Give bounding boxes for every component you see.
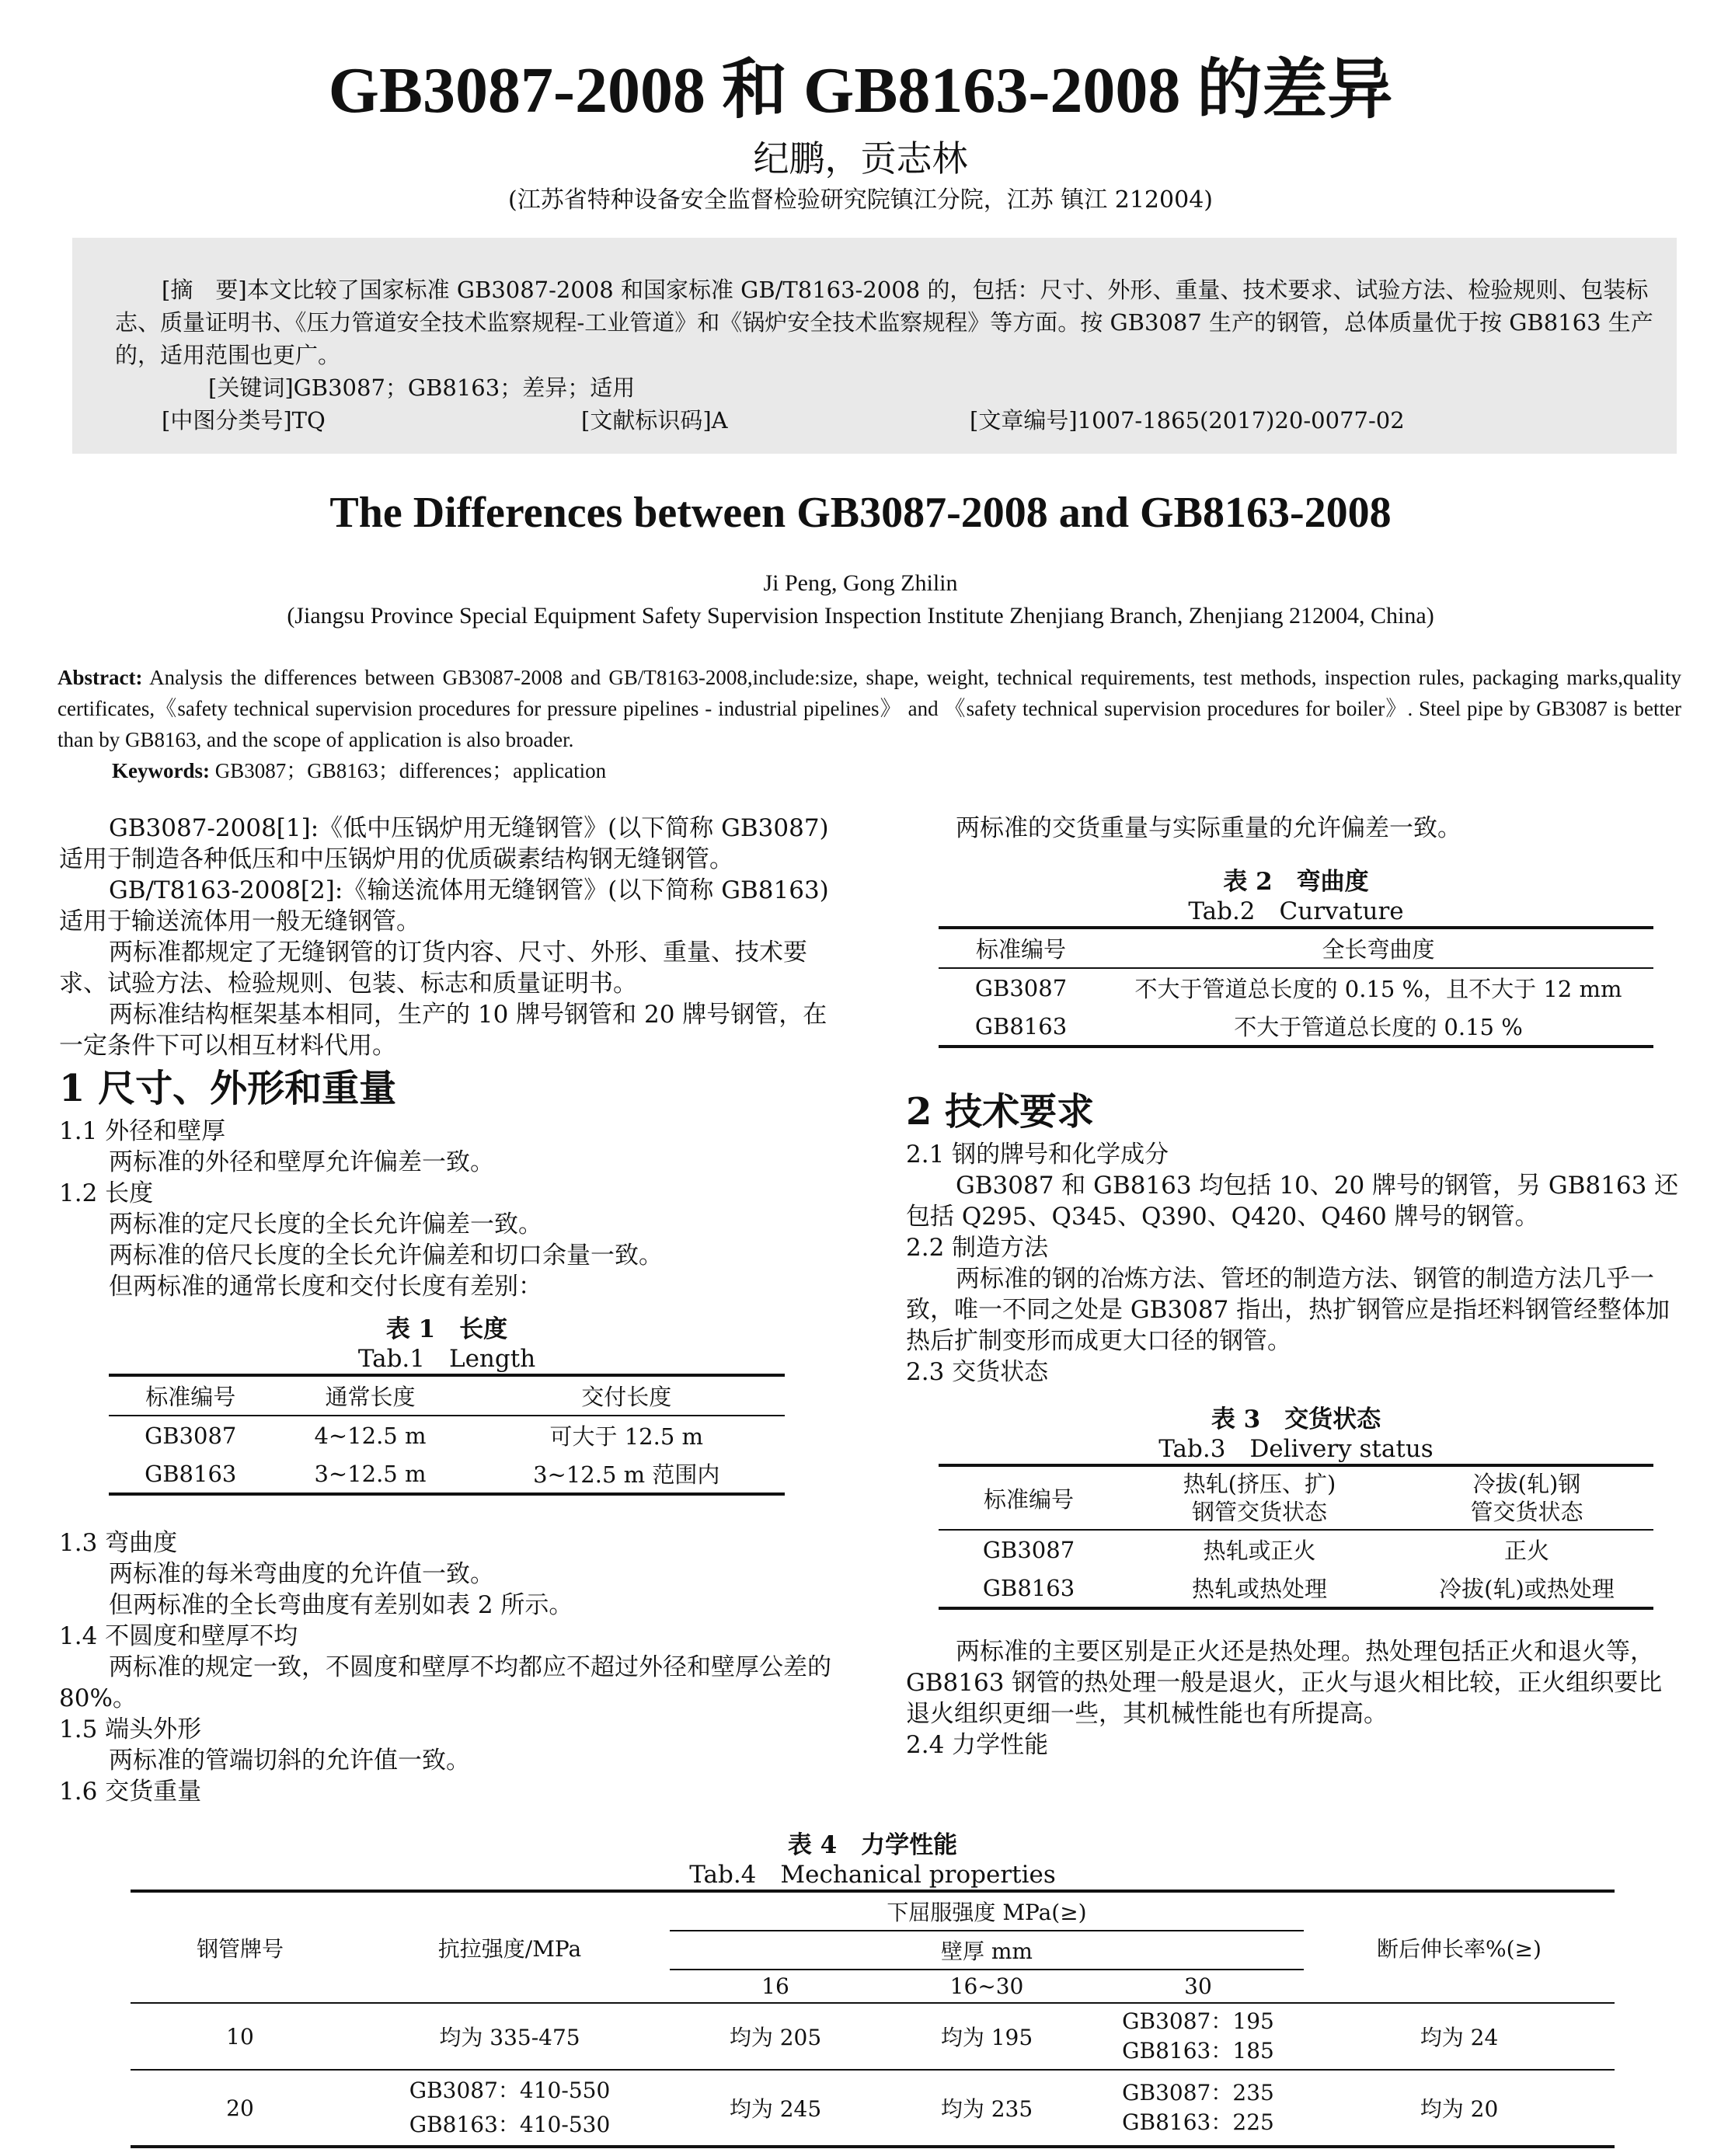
table-3-caption-en: Tab.3 Delivery status	[1158, 1435, 1434, 1463]
table-4-header: 断后伸长率%(≥)	[1377, 1935, 1542, 1962]
cn-keywords: [关键词]GB3087；GB8163；差异；适用	[208, 374, 636, 401]
table-cell: 均为 195	[940, 2025, 1033, 2050]
section-1-1-body: 两标准的外径和壁厚允许偏差一致。	[109, 1148, 494, 1176]
keywords-label: Keywords:	[112, 759, 210, 782]
section-1-4-body: 两标准的规定一致，不圆度和壁厚不均都应不超过外径和壁厚公差的 80%。	[59, 1653, 831, 1712]
table-cell: 10	[226, 2023, 254, 2050]
table-cell: GB8163	[982, 1574, 1075, 1601]
table-cell: 热轧或正火	[1203, 1538, 1316, 1564]
page-title: GB3087-2008 和 GB8163-2008 的差异	[328, 54, 1393, 127]
table-row	[939, 1569, 1653, 1608]
table-row	[131, 2003, 1615, 2070]
section-2-3: 2.3 交货状态	[906, 1358, 1049, 1386]
para-delivery-difference: 两标准的主要区别是正火还是热处理。热处理包括正火和退火等，GB8163 钢管的热处理一般是退火，正火与退火相比较，正火组织要比退火组织更细一些，其机械性能也有所提高。	[906, 1638, 1663, 1728]
table-cell: GB3087：410-550	[409, 2078, 611, 2103]
table-cell: GB3087	[145, 1422, 237, 1449]
table-cell: 均为 20	[1420, 2096, 1499, 2122]
section-1-4: 1.4 不圆度和壁厚不均	[59, 1622, 298, 1650]
table-4-caption-cn: 表 4 力学性能	[787, 1831, 958, 1859]
table-cell: 冷拔(轧)或热处理	[1439, 1576, 1615, 1602]
article-number: [文章编号]1007-1865(2017)20-0077-02	[970, 407, 1405, 434]
table-cell: GB8163：410-530	[409, 2112, 611, 2137]
table-2	[939, 867, 1653, 1048]
table-cell: 均为 245	[729, 2096, 822, 2122]
section-2-1-body: GB3087 和 GB8163 均包括 10、20 牌号的钢管，另 GB8163 还包括 Q295、Q345、Q390、Q420、Q460 牌号的钢管。	[906, 1172, 1679, 1231]
table-row	[939, 968, 1653, 1007]
section-2-4: 2.4 力学性能	[906, 1731, 1049, 1759]
para-intro-1: GB3087-2008[1]:《低中压锅炉用无缝钢管》(以下简称 GB3087)适用于制造各种低压和中压锅炉用的优质碳素结构钢无缝钢管。	[59, 814, 829, 873]
table-1-header: 标准编号	[145, 1384, 236, 1410]
right-column-bottom	[906, 1636, 1683, 1761]
table-4-header: 16	[761, 1973, 789, 1999]
table-3-header: 钢管交货状态	[1191, 1499, 1327, 1525]
table-row	[131, 2070, 1615, 2147]
table-3-header: 标准编号	[983, 1486, 1074, 1513]
table-cell: 均为 235	[940, 2096, 1033, 2122]
section-2-heading: 2 技术要求	[906, 1090, 1095, 1134]
table-2-caption-cn: 表 2 弯曲度	[1223, 868, 1369, 896]
table-cell: GB3087：195	[1122, 2008, 1274, 2034]
section-1-5-body: 两标准的管端切斜的允许值一致。	[109, 1747, 470, 1775]
cn-abstract	[115, 273, 1661, 437]
table-cell: 可大于 12.5 m	[549, 1423, 703, 1450]
table-cell: GB8163	[974, 1012, 1068, 1040]
table-2-header: 标准编号	[975, 936, 1066, 963]
table-cell: GB8163	[145, 1460, 237, 1487]
table-row	[109, 1454, 785, 1494]
authors: 纪鹏，贡志林	[753, 138, 968, 179]
right-column-top	[906, 813, 1683, 844]
table-1-header: 交付长度	[581, 1384, 672, 1410]
en-authors: Ji Peng, Gong Zhilin	[763, 570, 958, 596]
table-4-caption-en: Tab.4 Mechanical properties	[689, 1861, 1056, 1889]
table-4	[131, 1830, 1615, 2148]
table-cell: 4~12.5 m	[314, 1422, 427, 1449]
abstract-label: Abstract:	[57, 666, 143, 689]
section-1-3-body-1: 两标准的每米弯曲度的允许值一致。	[109, 1560, 494, 1588]
left-column-lower	[59, 1527, 838, 1807]
table-cell: GB8163：225	[1122, 2109, 1274, 2135]
left-column	[59, 813, 838, 1302]
cn-abstract-text: [摘 要]本文比较了国家标准 GB3087-2008 和国家标准 GB/T8163-2008 的，包括：尺寸、外形、重量、技术要求、试验方法、检验规则、包装标志、质量证明书、《压力管道安全技术监察规程-工业管道》和《锅炉安全技术监察规程》等方面。按 GB3087 生产的钢管，总体质量优于按 GB8163 生产的，适用范围也更广。	[115, 277, 1653, 368]
section-1-2-body-3: 但两标准的通常长度和交付长度有差别：	[109, 1273, 542, 1301]
para-intro-4: 两标准结构框架基本相同，生产的 10 牌号钢管和 20 牌号钢管，在一定条件下可以相互材料代用。	[59, 1001, 827, 1060]
table-4-header: 16~30	[949, 1973, 1024, 1999]
table-cell: 正火	[1503, 1538, 1549, 1564]
section-1-3-body-2: 但两标准的全长弯曲度有差别如表 2 所示。	[109, 1591, 573, 1619]
table-4-header: 30	[1184, 1973, 1212, 1999]
affiliation: (江苏省特种设备安全监督检验研究院镇江分院，江苏 镇江 212004)	[507, 186, 1213, 214]
table-cell: 均为 335-475	[439, 2025, 580, 2050]
table-1	[109, 1315, 785, 1496]
table-4-header: 壁厚 mm	[670, 1931, 1304, 1970]
doc-code: [文献标识码]A	[581, 407, 728, 434]
table-cell: GB8163：185	[1122, 2038, 1274, 2064]
clc-number: [中图分类号]TQ	[162, 407, 326, 434]
section-1-1: 1.1 外径和壁厚	[59, 1117, 226, 1145]
en-abstract	[57, 662, 1681, 786]
table-3-header: 管交货状态	[1470, 1499, 1583, 1525]
table-cell: 不大于管道总长度的 0.15 %	[1234, 1014, 1523, 1040]
table-3-caption-cn: 表 3 交货状态	[1211, 1405, 1381, 1433]
table-3	[939, 1405, 1653, 1610]
table-cell: 3~12.5 m	[314, 1460, 427, 1487]
en-keywords	[57, 755, 1681, 786]
table-2-header: 全长弯曲度	[1322, 936, 1435, 963]
table-cell: GB3087	[982, 1536, 1075, 1563]
table-cell: 20	[226, 2095, 254, 2121]
en-title: The Differences between GB3087-2008 and GB8163-2008	[329, 489, 1392, 537]
table-4-header: 抗拉强度/MPa	[437, 1935, 582, 1962]
para-intro-3: 两标准都规定了无缝钢管的订货内容、尺寸、外形、重量、技术要求、试验方法、检验规则、包装、标志和质量证明书。	[59, 939, 807, 998]
table-2-caption-en: Tab.2 Curvature	[1188, 897, 1404, 925]
section-1-2: 1.2 长度	[59, 1179, 154, 1207]
table-row	[109, 1416, 785, 1454]
section-2-2: 2.2 制造方法	[906, 1234, 1049, 1262]
en-abstract-para	[57, 662, 1681, 755]
table-cell: 热轧或热处理	[1191, 1576, 1327, 1602]
table-cell: 不大于管道总长度的 0.15 %，且不大于 12 mm	[1134, 976, 1622, 1002]
section-1-2-body-2: 两标准的倍尺长度的全长允许偏差和切口余量一致。	[109, 1242, 663, 1270]
table-1-caption-cn: 表 1 长度	[385, 1315, 508, 1343]
en-keywords-text: GB3087；GB8163；differences；application	[209, 759, 607, 782]
table-row	[939, 1530, 1653, 1569]
section-2-1: 2.1 钢的牌号和化学成分	[906, 1141, 1169, 1169]
en-abstract-text: Analysis the differences between GB3087-2008 and GB/T8163-2008,include:size, shape, weight, technical requirements, test methods, inspection rules, packaging marks,quality certificates,《safety technical supervision procedures for pressure pipelines - industrial pipelines》 and 《safety technical supervision procedures for boiler》. Steel pipe by GB3087 is better than by GB8163, and the scope of application is also broader.	[57, 666, 1681, 751]
table-3-header: 热轧(挤压、扩)	[1183, 1471, 1336, 1497]
table-cell: 均为 205	[729, 2025, 822, 2050]
para-intro-2: GB/T8163-2008[2]:《输送流体用无缝钢管》(以下简称 GB8163)适用于输送流体用一般无缝钢管。	[59, 876, 829, 935]
section-1-6: 1.6 交货重量	[59, 1778, 202, 1806]
table-cell: GB3087	[974, 974, 1068, 1001]
section-2-2-body: 两标准的钢的冶炼方法、管坯的制造方法、钢管的制造方法几乎一致，唯一不同之处是 GB3087 指出，热扩钢管应是指坯料钢管经整体加热后扩制变形而成更大口径的钢管。	[906, 1265, 1670, 1355]
table-4-header: 下屈服强度 MPa(≥)	[670, 1891, 1304, 1931]
table-cell: GB3087：235	[1122, 2080, 1274, 2105]
section-1-3: 1.3 弯曲度	[59, 1529, 178, 1557]
section-1-2-body-1: 两标准的定尺长度的全长允许偏差一致。	[109, 1210, 542, 1238]
table-row	[939, 1007, 1653, 1047]
table-cell: 均为 24	[1420, 2025, 1499, 2050]
table-1-caption-en: Tab.1 Length	[357, 1345, 536, 1373]
table-3-header: 冷拔(轧)钢	[1472, 1471, 1581, 1497]
para-delivery-weight: 两标准的交货重量与实际重量的允许偏差一致。	[956, 814, 1461, 842]
table-1-header: 通常长度	[325, 1384, 416, 1410]
en-affiliation: (Jiangsu Province Special Equipment Safety Supervision Inspection Institute Zhenjiang Branch, Zhenjiang 212004, China)	[287, 603, 1434, 629]
right-column-mid	[906, 1085, 1683, 1388]
section-1-heading: 1 尺寸、外形和重量	[59, 1067, 397, 1110]
section-1-5: 1.5 端头外形	[59, 1715, 202, 1743]
table-4-header: 钢管牌号	[196, 1935, 284, 1962]
table-cell: 3~12.5 m 范围内	[533, 1461, 720, 1488]
cn-meta-line	[115, 404, 1661, 437]
